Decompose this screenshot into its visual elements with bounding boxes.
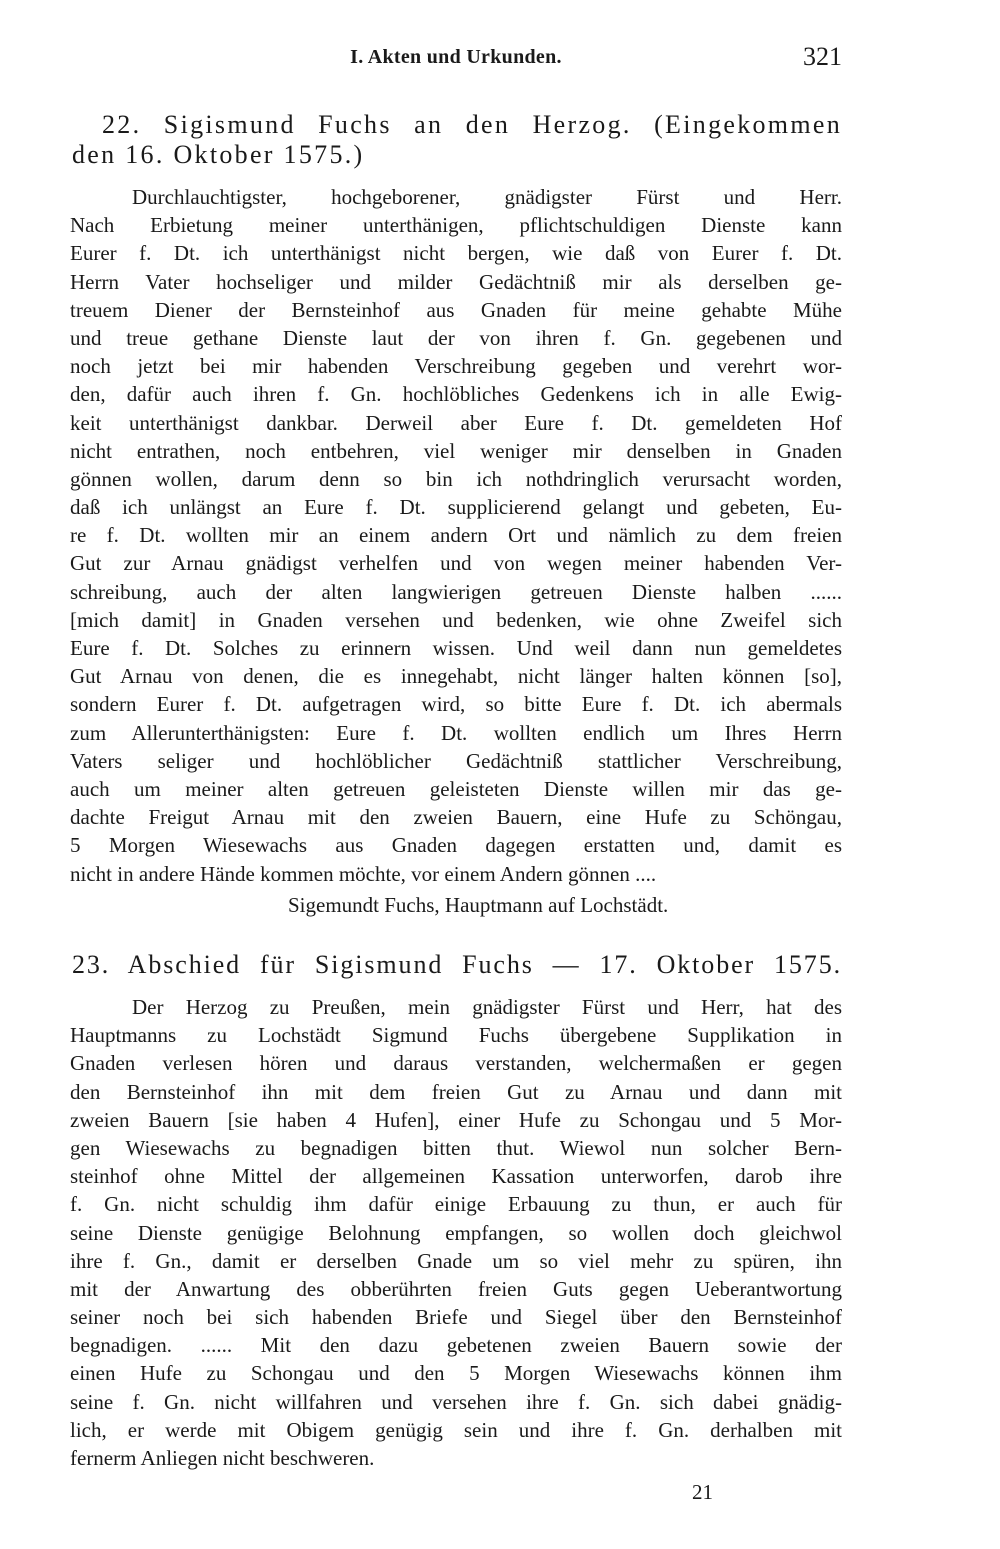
text-line: gen Wiesewachs zu begnadigen bitten thut. Wiewol nun solcher Bern-: [70, 1135, 842, 1160]
text-line: Gnaden verlesen hören und daraus verstanden, welchermaßen er gegen: [70, 1051, 842, 1076]
text-line: re f. Dt. wollten mir an einem andern Ort und nämlich zu dem freien: [70, 523, 842, 548]
text-line: Herrn Vater hochseliger und milder Gedächtniß mir als derselben ge-: [70, 269, 842, 294]
text-line: Eure f. Dt. Solches zu erinnern wissen. Und weil dann nun gemeldetes: [70, 636, 842, 660]
text-line: Eurer f. Dt. ich unterthänigst nicht bergen, wie daß von Eurer f. Dt.: [70, 241, 842, 266]
text-line: 5 Morgen Wiesewachs aus Gnaden dagegen erstatten und, damit es: [70, 833, 842, 858]
running-head: [70, 42, 842, 80]
section-22-heading-line-1: 22. Sigismund Fuchs an den Herzog. (Eingekommen: [102, 110, 842, 139]
text-line: sondern Eurer f. Dt. aufgetragen wird, so bitte Eure f. Dt. ich abermals: [70, 692, 842, 717]
text-line: schreibung, auch der alten langwierigen getreuen Dienste halben ......: [70, 579, 842, 604]
text-line: [mich damit] in Gnaden versehen und bedenken, wie ohne Zweifel sich: [70, 607, 842, 632]
text-line: lich, er werde mit Obigem genügig sein und ihre f. Gn. derhalben mit: [70, 1417, 842, 1442]
text-line: zum Allerunterthänigsten: Eure f. Dt. wollten endlich um Ihres Herrn: [70, 720, 842, 745]
text-line: steinhof ohne Mittel der allgemeinen Kassation unterworfen, darob ihre: [70, 1164, 842, 1189]
text-line: Der Herzog zu Preußen, mein gnädigster Fürst und Herr, hat des: [132, 995, 842, 1019]
text-line: noch jetzt bei mir habenden Verschreibung gegeben und verehrt wor-: [70, 354, 842, 379]
page-number: 321: [803, 42, 842, 71]
section-22-heading: [72, 110, 842, 170]
section-22-body: [70, 183, 842, 888]
text-line: Hauptmanns zu Lochstädt Sigmund Fuchs übergebene Supplikation in: [70, 1023, 842, 1048]
text-line: einen Hufe zu Schongau und den 5 Morgen Wiesewachs können ihm: [70, 1361, 842, 1386]
text-line: nicht in andere Hände kommen möchte, vor einem Andern gönnen ....: [70, 861, 657, 886]
text-line: keit unterthänigst dankbar. Derweil aber Eure f. Dt. gemeldeten Hof: [70, 410, 842, 435]
text-line: und treue gethane Dienste laut der von ihren f. Gn. gegebenen und: [70, 325, 842, 350]
text-line: nicht entrathen, noch entbehren, viel weniger mir denselben in Gnaden: [70, 438, 842, 463]
section-22-signature: [70, 893, 842, 921]
text-line: seine f. Gn. nicht willfahren und versehen ihre f. Gn. sich dabei gnädig-: [70, 1389, 842, 1414]
section-23-heading-text: 23. Abschied für Sigismund Fuchs — 17. Oktober 1575.: [72, 950, 842, 979]
section-22-heading-line-2: den 16. Oktober 1575.): [72, 140, 365, 169]
signature-text: Sigemundt Fuchs, Hauptmann auf Lochstädt.: [288, 893, 669, 917]
text-line: fernerm Anliegen nicht beschweren.: [70, 1446, 375, 1470]
text-line: Durchlauchtigster, hochgeborener, gnädigster Fürst und Herr.: [132, 185, 842, 209]
text-line: ihre f. Gn., damit er derselben Gnade um so viel mehr zu spüren, ihn: [70, 1248, 842, 1273]
text-line: seine Dienste genügige Belohnung empfangen, so wollen doch gleichwol: [70, 1220, 842, 1245]
text-line: daß ich unlängst an Eure f. Dt. supplicierend gelangt und gebeten, Eu-: [70, 495, 842, 520]
text-line: den, dafür auch ihren f. Gn. hochlöbliches Gedenkens ich in alle Ewig-: [70, 382, 842, 407]
text-line: Vaters seliger und hochlöblicher Gedächtniß stattlicher Verschreibung,: [70, 748, 842, 773]
text-line: treuem Diener der Bernsteinhof aus Gnaden für meine gehabte Mühe: [70, 297, 842, 322]
running-title: I. Akten und Urkunden.: [350, 46, 562, 68]
text-line: Gut zur Arnau gnädigst verhelfen und von wegen meiner habenden Ver-: [70, 551, 842, 576]
text-line: dachte Freigut Arnau mit den zweien Bauern, eine Hufe zu Schöngau,: [70, 805, 842, 830]
section-23-heading: [72, 950, 842, 980]
text-line: auch um meiner alten getreuen geleisteten Dienste willen mir das ge-: [70, 776, 842, 801]
text-line: seiner noch bei sich habenden Briefe und Siegel über den Bernsteinhof: [70, 1305, 842, 1330]
text-line: f. Gn. nicht schuldig ihm dafür einige Erbauung zu thun, er auch für: [70, 1192, 842, 1217]
section-23-body: [70, 993, 842, 1472]
text-line: den Bernsteinhof ihn mit dem freien Gut zu Arnau und dann mit: [70, 1079, 842, 1104]
text-line: Nach Erbietung meiner unterthänigen, pflichtschuldigen Dienste kann: [70, 213, 842, 238]
text-line: mit der Anwartung des obberührten freien Guts gegen Ueberantwortung: [70, 1276, 842, 1301]
text-line: Gut Arnau von denen, die es innegehabt, nicht länger halten können [so],: [70, 664, 842, 689]
text-line: gönnen wollen, darum denn so bin ich nothdringlich verursacht worden,: [70, 466, 842, 491]
signature-mark: 21: [692, 1480, 713, 1504]
text-line: begnadigen. ...... Mit den dazu gebetenen zweien Bauern sowie der: [70, 1333, 842, 1358]
text-line: zweien Bauern [sie haben 4 Hufen], einer Hufe zu Schongau und 5 Mor-: [70, 1107, 842, 1132]
